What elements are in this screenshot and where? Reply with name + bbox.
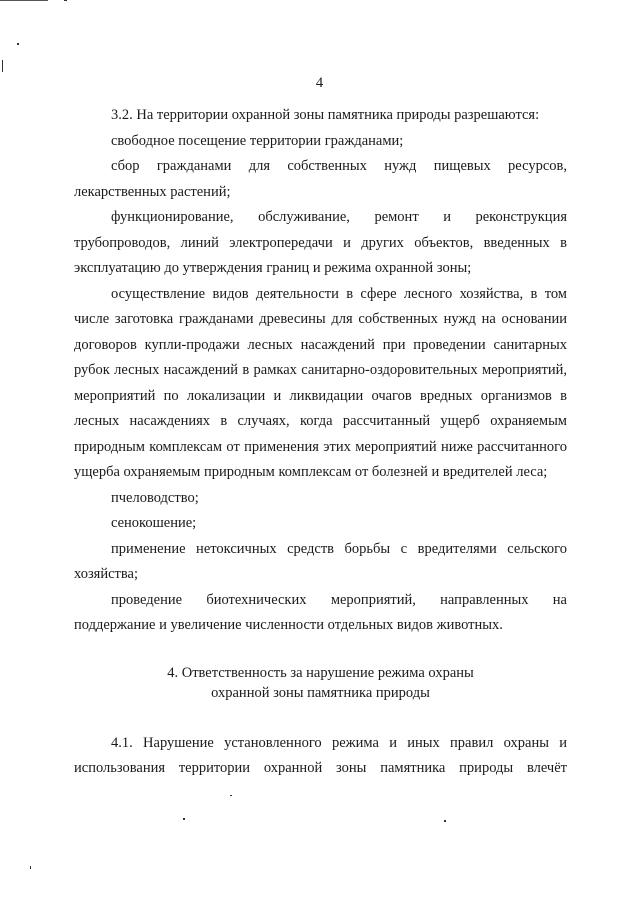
paragraph-biotechnical: проведение биотехнических мероприятий, направленных на поддержание и увеличение численности отдельных видов животных. [74, 591, 567, 633]
paragraph-forestry: осуществление видов деятельности в сфере лесного хозяйства, в том числе заготовка гражданами древесины для собственных нужд на основании договоров купли-продажи лесных насаждений при проведении санитарных рубок лесных насаждений в рамках санитарно-оздоровительных мероприятий, мероприятий по локализации и ликвидации очагов вредных организмов в лесных насаждениях в случаях, когда рассчитанный ущерб охраняемым природным комплексам от применения этих мероприятий ниже рассчитанного ущерба охраняемым природным комплексам от болезней и вредителей леса; [74, 285, 567, 480]
paragraph-4-1: 4.1. Нарушение установленного режима и иных правил охраны и использования территории охранной зоны памятника природы влечёт [74, 734, 567, 776]
scan-artifact-dot [2, 60, 3, 72]
section-4-heading-line2: охранной зоны памятника природы [211, 684, 430, 701]
paragraph-beekeeping: пчеловодство; [111, 489, 199, 506]
scan-artifact-dot [444, 820, 446, 822]
page-number: 4 [315, 75, 324, 91]
section-4-heading-line1: 4. Ответственность за нарушение режима охраны [167, 664, 474, 681]
paragraph-infrastructure: функционирование, обслуживание, ремонт и реконструкция трубопроводов, линий электропередачи и других объектов, введенных в эксплуатацию до утверждения границ и режима охранной зоны; [74, 209, 567, 276]
paragraph-3-2-intro: 3.2. На территории охранной зоны памятника природы разрешаются: [111, 107, 540, 123]
paragraph-food-gathering: сбор гражданами для собственных нужд пищевых ресурсов, лекарственных растений; [74, 158, 567, 200]
scan-artifact-dot [64, 0, 67, 1]
paragraph-pest-control: применение нетоксичных средств борьбы с вредителями сельского хозяйства; [74, 540, 567, 582]
scan-artifact-dot [230, 795, 232, 796]
scan-artifact-line [0, 0, 48, 1]
scan-artifact-dot [183, 818, 185, 820]
section-4-heading [74, 663, 567, 703]
paragraph-haymaking: сенокошение; [111, 515, 197, 531]
scan-artifact-dot [30, 866, 31, 869]
document-body [74, 103, 567, 782]
paragraph-free-visit: свободное посещение территории гражданами; [111, 132, 404, 149]
scan-artifact-dot [17, 43, 19, 45]
